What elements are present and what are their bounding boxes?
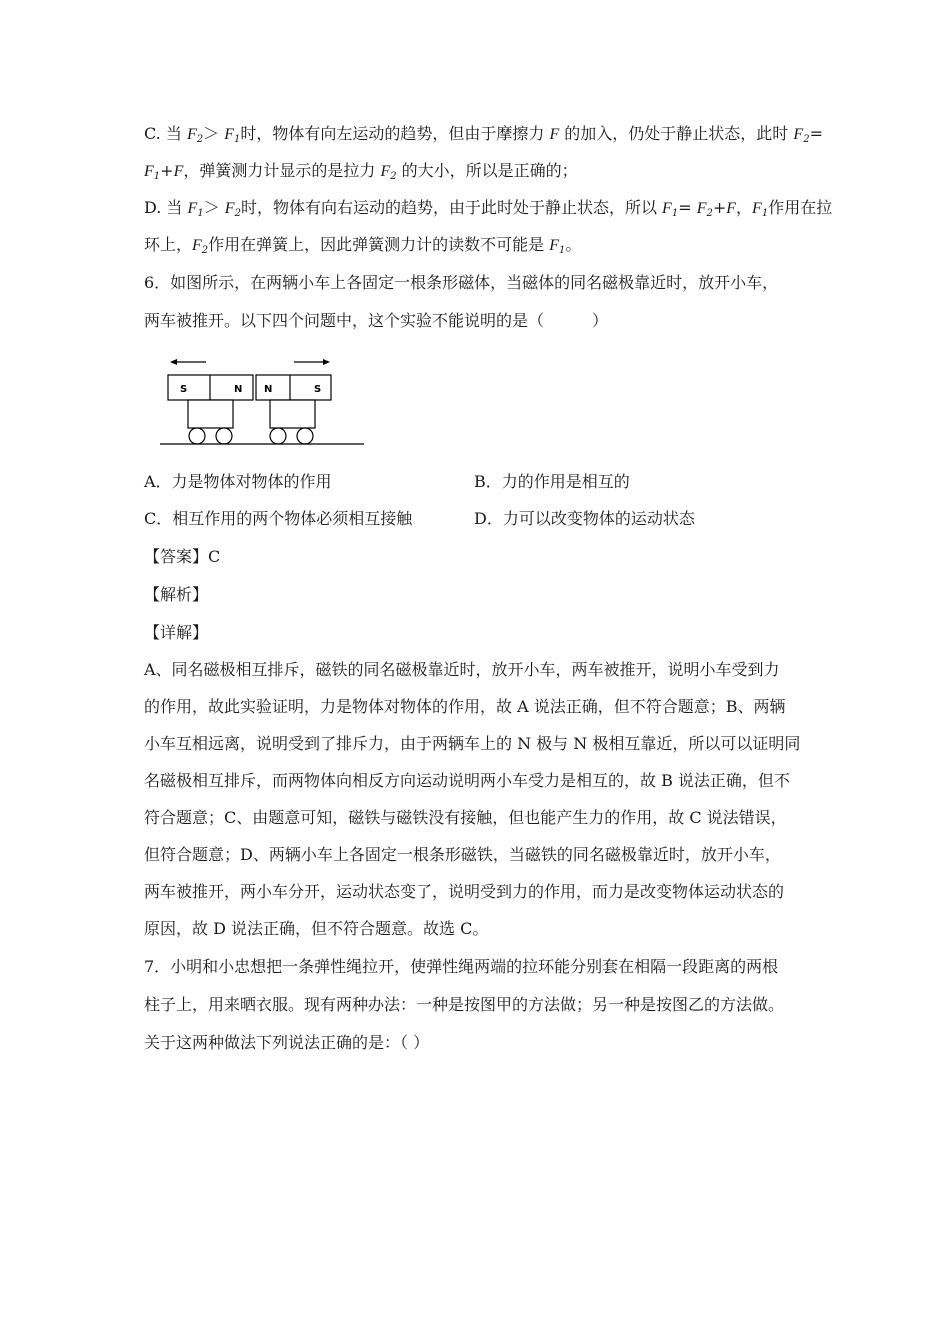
right-cart — [256, 375, 331, 444]
left-cart — [168, 375, 253, 444]
left-magnet-pole-n: N — [234, 384, 243, 395]
wheel — [216, 428, 232, 444]
right-magnet-pole-s: S — [314, 384, 322, 395]
left-magnet-pole-s: S — [180, 384, 188, 395]
option-a: A．力是物体对物体的作用 — [144, 472, 332, 491]
question-6-line-2: 两车被推开。以下四个问题中，这个实验不能说明的是（ ） — [144, 311, 609, 330]
option-c-explanation-line-2: $F_1+F$，弹簧测力计显示的是拉力 $F_2$ 的大小，所以是正确的； — [144, 161, 578, 182]
answer-label: 【答案】C — [144, 547, 221, 566]
question-7-line: 柱子上，用来晒衣服。现有两种办法：一种是按图甲的方法做；另一种是按图乙的方法做。 — [144, 995, 785, 1014]
magnet-carts-figure — [150, 350, 380, 450]
analysis-label: 【解析】 — [144, 585, 209, 604]
right-arrow-icon — [294, 359, 330, 365]
wheel — [189, 428, 205, 444]
option-c-explanation-line-1: C. 当 $F_2> F_1$时，物体有向左运动的趋势，但由于摩擦力 F 的加入，仍处于静止状态，此时 $F_2=$ — [144, 124, 823, 145]
explanation-line: 两车被推开，两小车分开，运动状态变了，说明受到力的作用，而力是改变物体运动状态的 — [144, 882, 785, 901]
option-b: B．力的作用是相互的 — [474, 472, 630, 491]
explanation-line: 原因，故 D 说法正确，但不符合题意。故选 C。 — [144, 919, 489, 938]
question-7-line: 关于这两种做法下列说法正确的是：（ ） — [144, 1033, 430, 1052]
option-c: C．相互作用的两个物体必须相互接触 — [144, 509, 413, 528]
wheel — [270, 428, 286, 444]
right-magnet-pole-n: N — [264, 384, 273, 395]
question-7-line: 7．小明和小忠想把一条弹性绳拉开，使弹性绳两端的拉环能分别套在相隔一段距离的两根 — [144, 957, 779, 976]
option-d: D．力可以改变物体的运动状态 — [474, 509, 695, 528]
explanation-line: 名磁极相互排斥，而两物体向相反方向运动说明两小车受力是相互的，故 B 说法正确，但不 — [144, 771, 790, 790]
explanation-line: 小车互相远离，说明受到了排斥力，由于两辆车上的 N 极与 N 极相互靠近，所以可以证明同 — [144, 734, 801, 753]
option-d-explanation-line-2: 环上，$F_2$作用在弹簧上，因此弹簧测力计的读数不可能是 $F_1$。 — [144, 235, 582, 256]
explanation-line: 的作用，故此实验证明，力是物体对物体的作用，故 A 说法正确，但不符合题意；B、两辆 — [144, 697, 786, 716]
wheel — [297, 428, 313, 444]
option-d-explanation-line-1: D. 当 $F_1> F_2$时，物体有向右运动的趋势，由于此时处于静止状态，所以 $F_1= F_2+F$，$F_1$作用在拉 — [144, 198, 833, 219]
question-6-line-1: 6．如图所示，在两辆小车上各固定一根条形磁体，当磁体的同名磁极靠近时，放开小车， — [144, 273, 779, 292]
detail-label: 【详解】 — [144, 623, 209, 642]
explanation-line: 符合题意；C、由题意可知，磁铁与磁铁没有接触，但也能产生力的作用，故 C 说法错误， — [144, 808, 787, 827]
explanation-line: 但符合题意；D、两辆小车上各固定一根条形磁铁，当磁铁的同名磁极靠近时，放开小车， — [144, 845, 781, 864]
explanation-line: A、同名磁极相互排斥，磁铁的同名磁极靠近时，放开小车，两车被推开，说明小车受到力 — [144, 660, 780, 679]
left-arrow-icon — [170, 359, 206, 365]
